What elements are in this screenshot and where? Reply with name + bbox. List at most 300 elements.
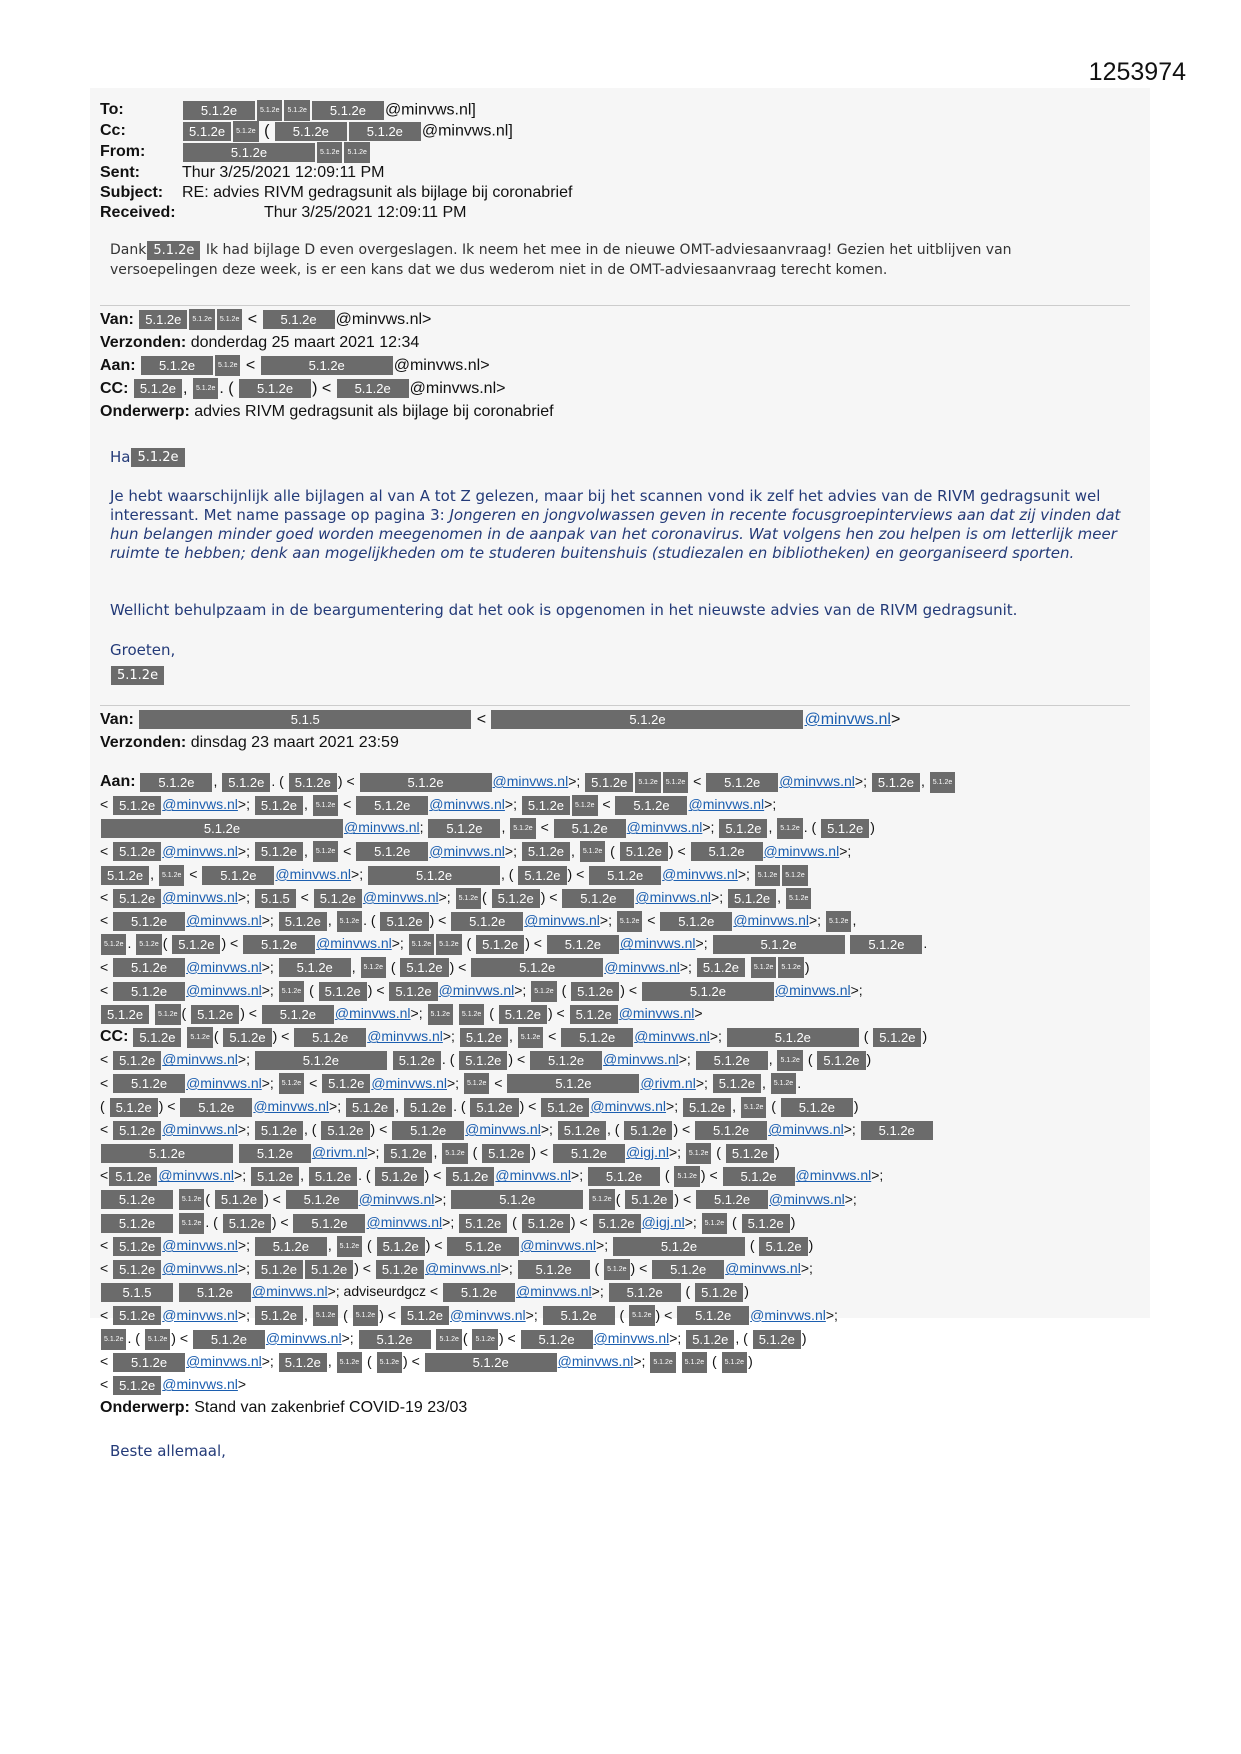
email-link[interactable]: @minvws.nl <box>618 1005 695 1022</box>
redaction: 5.1.2e <box>191 1005 239 1024</box>
redaction: 5.1.2e <box>337 1352 362 1373</box>
redaction: 5.1.2e <box>663 772 688 793</box>
redaction: 5.1.2e <box>279 912 327 931</box>
recipient-line: < 5.1.2e @minvws.nl>; 5.1.2e , ( 5.1.2e ) < 5.1.2e @minvws.nl>; 5.1.2e , ( 5.1.2e ) < 5.1.2e @minvws.nl>; 5.1.2e <box>100 1118 1140 1141</box>
redaction: 5.1.2e <box>337 1236 362 1257</box>
redaction: 5.1.2e <box>294 1028 366 1047</box>
email-link[interactable]: @igj.nl <box>625 1144 669 1161</box>
email-link[interactable]: @minvws.nl <box>635 889 712 906</box>
redaction: 5.1.2e <box>446 1167 494 1186</box>
redaction: 5.1.2e <box>113 1260 161 1279</box>
redaction: 5.1.2e <box>686 1143 711 1164</box>
redaction: 5.1.2e <box>719 819 767 838</box>
email-link[interactable]: @minvws.nl <box>362 889 439 906</box>
recipient-line: < 5.1.2e @minvws.nl>; 5.1.2e ( 5.1.2e ) < 5.1.2e @minvws.nl>; 5.1.2e ( 5.1.2e ) < 5.1.2e @minvws.nl>; <box>100 979 1140 1002</box>
redaction: 5.1.2e <box>609 1283 681 1302</box>
email-link[interactable]: @minvws.nl <box>626 819 703 836</box>
redaction: 5.1.2e <box>101 1190 173 1209</box>
email-link[interactable]: @minvws.nl <box>162 842 238 859</box>
redaction: 5.1.2e <box>706 773 778 792</box>
redaction: 5.1.2e <box>472 1329 497 1350</box>
cc-label: CC: <box>100 380 129 397</box>
van-domain: @minvws.nl> <box>335 311 432 328</box>
verzonden-value: donderdag 25 maart 2021 12:34 <box>190 334 420 351</box>
email-link[interactable]: @minvws.nl <box>162 1051 238 1068</box>
redaction: 5.1.2e <box>759 1237 807 1256</box>
aan-label: Aan: <box>100 357 136 374</box>
redaction: 5.1.2e <box>255 1306 303 1325</box>
email-link[interactable]: @minvws.nl <box>750 1306 826 1323</box>
recipient-line: < 5.1.2e @minvws.nl>; 5.1.2e , 5.1.2e ( 5.1.2e ) < 5.1.2e @minvws.nl>; 5.1.2e 5.1.2e 5.1.2e ) <box>100 956 1140 979</box>
redaction: 5.1.2e <box>561 1028 633 1047</box>
redaction: 5.1.2e <box>179 1213 204 1234</box>
redaction: 5.1.2e <box>778 957 803 978</box>
redaction: 5.1.2e <box>861 1121 933 1140</box>
sent-row <box>100 163 572 183</box>
email-link[interactable]: @minvws.nl <box>492 773 569 789</box>
email-link[interactable]: @minvws.nl <box>162 1237 238 1254</box>
redaction: 5.1.2e <box>660 912 732 931</box>
redaction: 5.1.2e <box>702 1213 727 1234</box>
recipient-line: < 5.1.2e @minvws.nl>; 5.1.2e , 5.1.2e . ( 5.1.2e ) < 5.1.2e @minvws.nl>; 5.1.2e < 5.1.2e @minvws.nl>; 5.1.2e , <box>100 909 1140 932</box>
redaction: 5.1.2e <box>377 1237 425 1256</box>
email3-van <box>100 708 900 754</box>
redaction: 5.1.2e <box>451 912 523 931</box>
verzonden-row <box>100 731 900 754</box>
email2-paragraph-2 <box>110 601 1140 620</box>
email-link[interactable]: @minvws.nl <box>763 842 840 859</box>
email-link[interactable]: @minvws.nl <box>265 1329 342 1346</box>
redaction: 5.1.2e <box>585 773 633 792</box>
redaction: 5.1.2e <box>751 957 776 978</box>
redaction: 5.1.2e <box>522 796 570 815</box>
redaction: 5.1.2e <box>771 1073 796 1094</box>
email-link[interactable]: @minvws.nl <box>733 912 809 929</box>
email-link[interactable]: @rivm.nl <box>640 1074 696 1091</box>
redaction: 5.1.2e <box>183 101 255 120</box>
redaction: 5.1.2e <box>722 1352 747 1373</box>
redaction: 5.1.2e <box>686 1330 734 1349</box>
redaction: 5.1.2e <box>110 1098 158 1117</box>
email-link[interactable]: @minvws.nl <box>779 773 855 789</box>
recipient-line: < 5.1.2e @minvws.nl>; 5.1.2e , 5.1.2e ( 5.1.2e ) < 5.1.2e @minvws.nl>; 5.1.2e 5.1.2e ( 5.1.2e ) <box>100 1350 1140 1373</box>
closing: Groeten, <box>110 641 176 659</box>
redaction: 5.1.2e <box>159 865 184 886</box>
redaction: 5.1.2e <box>821 819 869 838</box>
redaction: 5.1.2e <box>742 1214 790 1233</box>
to-domain: @minvws.nl] <box>384 101 476 119</box>
redaction: 5.1.2e <box>183 122 231 141</box>
para1-text: Je hebt waarschijnlijk alle bijlagen al van A tot Z gelezen, maar bij het scannen vond ik zelf het advies van de RIVM gedragsunit wel interessant. Met name passage op pagina 3: <box>110 487 1101 524</box>
recipient-line: < 5.1.2e @minvws.nl>; 5.1.5 < 5.1.2e @minvws.nl>; 5.1.2e ( 5.1.2e ) < 5.1.2e @minvws.nl>; 5.1.2e , 5.1.2e <box>100 886 1140 909</box>
subject-row <box>100 183 572 203</box>
redaction: 5.1.2e <box>541 1098 589 1117</box>
redaction: 5.1.2e <box>723 1167 795 1186</box>
redaction: 5.1.2e <box>522 1214 570 1233</box>
email-link[interactable]: @minvws.nl <box>769 1190 845 1207</box>
redaction: 5.1.2e <box>554 819 626 838</box>
email-link[interactable]: @minvws.nl <box>162 889 238 906</box>
redaction: 5.1.2e <box>356 842 428 861</box>
email-link[interactable]: @minvws.nl <box>162 1376 238 1393</box>
cc-label: Cc: <box>100 122 126 139</box>
extra-address: adviseurdgcz <box>343 1283 427 1300</box>
to-row <box>100 100 572 121</box>
email-link[interactable]: @minvws.nl <box>590 1097 667 1114</box>
recipient-line: < 5.1.2e @minvws.nl>; 5.1.2e , 5.1.2e ( 5.1.2e ) < 5.1.2e @minvws.nl>; 5.1.2e ( 5.1.2e ) < 5.1.2e @minvws.nl>; <box>100 1304 1140 1327</box>
redaction: 5.1.2e <box>553 1144 625 1163</box>
redaction: 5.1.5 <box>101 1283 173 1302</box>
redaction: 5.1.2e <box>101 934 126 955</box>
email-link[interactable]: @minvws.nl <box>424 1260 501 1277</box>
from-row <box>100 142 572 163</box>
redaction: 5.1.2e <box>625 1190 673 1209</box>
aan-row: Aan: 5.1.2e 5.1.2e < 5.1.2e @minvws.nl> <box>100 354 554 377</box>
redaction: 5.1.2e <box>491 710 803 729</box>
redaction: 5.1.2e <box>312 101 384 120</box>
email-link[interactable]: @rivm.nl <box>311 1144 368 1161</box>
redaction: 5.1.2e <box>580 841 605 862</box>
email-link[interactable]: @minvws.nl <box>186 981 262 998</box>
redaction: 5.1.2e <box>613 1237 745 1256</box>
email-link[interactable]: @minvws.nl <box>603 1051 679 1068</box>
redaction: 5.1.2e <box>620 842 668 861</box>
redaction: 5.1.2e <box>492 889 540 908</box>
email-link[interactable]: @minvws.nl <box>438 981 515 998</box>
redaction: 5.1.2e <box>113 1306 161 1325</box>
redaction: 5.1.2e <box>781 1098 853 1117</box>
redaction: 5.1.2e <box>456 888 481 909</box>
redaction: 5.1.2e <box>141 356 213 375</box>
redaction: 5.1.2e <box>380 912 428 931</box>
redaction: 5.1.2e <box>547 935 619 954</box>
redaction: 5.1.2e <box>133 1028 181 1047</box>
email-link[interactable]: @minvws.nl <box>520 1237 597 1254</box>
redaction: 5.1.2e <box>353 1305 378 1326</box>
email-link[interactable]: @minvws.nl <box>344 819 420 836</box>
redaction: 5.1.2e <box>683 1098 731 1117</box>
recipient-line: 5.1.2e @minvws.nl; 5.1.2e , 5.1.2e < 5.1.2e @minvws.nl>; 5.1.2e , 5.1.2e . ( 5.1.2e ) <box>100 816 1140 839</box>
redaction: 5.1.2e <box>239 1144 311 1163</box>
email-link[interactable]: @minvws.nl <box>795 1167 872 1184</box>
redaction: 5.1.2e <box>255 1237 327 1256</box>
redaction: 5.1.2e <box>179 1189 204 1210</box>
email-link[interactable]: @minvws.nl <box>186 1353 262 1370</box>
para1-quote: Jongeren en jongvolwassen geven in recente focusgroepinterviews aan dat zij vinden dat hun belangen minder goed worden meegenomen in de aanpak van het coronavirus. Wat volgens hen zou helpen is om letterlijk meer ruimte te hebben; denk aan mogelijkheden om te studeren buitenshuis (studiezalen en bibliotheken) en georganiseerd sporten. <box>110 506 1121 562</box>
redaction: 5.1.2e <box>404 1098 452 1117</box>
redaction: 5.1.2e <box>570 1005 618 1024</box>
redaction: 5.1.2e <box>113 1051 161 1070</box>
redaction: 5.1.2e <box>337 379 409 398</box>
redaction: 5.1.2e <box>183 143 315 162</box>
redaction: 5.1.2e <box>518 1027 543 1048</box>
redaction: 5.1.2e <box>518 1260 590 1279</box>
document-number: 1253974 <box>1088 58 1186 86</box>
email-link[interactable]: @minvws.nl <box>495 1167 572 1184</box>
email-link[interactable]: @minvws.nl <box>465 1121 541 1138</box>
redaction: 5.1.2e <box>459 1214 507 1233</box>
verzonden-label: Verzonden: <box>100 734 187 751</box>
email-link[interactable]: @minvws.nl <box>162 1121 238 1138</box>
redaction: 5.1.2e <box>361 957 386 978</box>
redaction: 5.1.2e <box>113 1376 161 1395</box>
email-link[interactable]: @minvws.nl <box>516 1283 592 1300</box>
redaction: 5.1.2e <box>572 795 597 816</box>
recipient-line: CC: 5.1.2e 5.1.2e ( 5.1.2e ) < 5.1.2e @minvws.nl>; 5.1.2e , 5.1.2e < 5.1.2e @minvws.nl>; 5.1.2e ( 5.1.2e ) <box>100 1025 1140 1048</box>
email-link[interactable]: @minvws.nl <box>316 935 392 952</box>
redaction: 5.1.2e <box>459 1051 507 1070</box>
redaction: 5.1.2e <box>459 1004 484 1025</box>
redaction: 5.1.2e <box>319 982 367 1001</box>
redaction: 5.1.2e <box>193 378 218 399</box>
redaction: 5.1.2e <box>262 1005 334 1024</box>
redaction: 5.1.2e <box>113 1074 185 1093</box>
redaction: 5.1.2e <box>507 1074 639 1093</box>
redaction: 5.1.2e <box>409 934 434 955</box>
recipient-line: Aan: 5.1.2e , 5.1.2e . ( 5.1.2e ) < 5.1.2e @minvws.nl>; 5.1.2e 5.1.2e 5.1.2e < 5.1.2e @minvws.nl>; 5.1.2e , 5.1.2e <box>100 770 1140 793</box>
recipient-line: < 5.1.2e @minvws.nl>; 5.1.2e 5.1.2e ) < 5.1.2e @minvws.nl>; 5.1.2e ( 5.1.2e ) < 5.1.2e @minvws.nl>; <box>100 1257 1140 1280</box>
redaction: 5.1.2e <box>356 796 428 815</box>
redaction: 5.1.2e <box>140 773 212 792</box>
redaction: 5.1.2e <box>713 935 845 954</box>
verzonden-label: Verzonden: <box>100 334 187 351</box>
from-label: From: <box>100 143 146 160</box>
redaction: 5.1.2e <box>368 866 500 885</box>
redaction: 5.1.2e <box>393 1051 441 1070</box>
redaction: 5.1.2e <box>101 1329 126 1350</box>
cc-row: Cc: 5.1.2e 5.1.2e ( 5.1.2e 5.1.2e @minvws.nl] <box>100 121 572 142</box>
redaction: 5.1.2e <box>377 1352 402 1373</box>
email1-body <box>110 240 1100 280</box>
recipient-line: ( 5.1.2e ) < 5.1.2e @minvws.nl>; 5.1.2e , 5.1.2e . ( 5.1.2e ) < 5.1.2e @minvws.nl>; 5.1.2e , 5.1.2e ( 5.1.2e ) <box>100 1095 1140 1118</box>
email-link[interactable]: @minvws.nl <box>186 958 262 975</box>
onderwerp-label: Onderwerp: <box>100 403 190 420</box>
redaction: 5.1.2e <box>113 958 185 977</box>
email-link[interactable]: @minvws.nl <box>634 1028 710 1045</box>
redaction: 5.1.2e <box>313 1305 338 1326</box>
redaction: 5.1.2e <box>392 1121 464 1140</box>
van-email-link[interactable]: @minvws.nl <box>804 711 891 728</box>
redaction: 5.1.2e <box>782 865 807 886</box>
redaction: 5.1.2e <box>279 958 351 977</box>
recipient-line: 5.1.2e 5.1.2e ( 5.1.2e ) < 5.1.2e @minvws.nl>; 5.1.2e 5.1.2e ( 5.1.2e ) < 5.1.2e @minvws.nl> <box>100 1002 1140 1025</box>
redaction: 5.1.2e <box>695 1283 743 1302</box>
email2-header <box>100 308 554 423</box>
email-link[interactable]: @minvws.nl <box>604 958 680 975</box>
email-link[interactable]: @minvws.nl <box>366 1213 443 1230</box>
redaction: 5.1.2e <box>113 889 161 908</box>
greeting: Ha <box>110 448 131 466</box>
redaction: 5.1.2e <box>101 819 343 838</box>
redaction: 5.1.2e <box>145 1329 170 1350</box>
redaction: 5.1.2e <box>113 1353 185 1372</box>
redaction: 5.1.2e <box>521 1330 593 1349</box>
redaction: 5.1.2e <box>530 1051 602 1070</box>
redaction: 5.1.2e <box>215 1190 263 1209</box>
redaction: 5.1.2e <box>139 310 187 329</box>
email-link[interactable]: @minvws.nl <box>619 935 696 952</box>
redaction: 5.1.2e <box>499 1005 547 1024</box>
redaction: 5.1.2e <box>697 958 745 977</box>
redaction: 5.1.2e <box>344 142 369 163</box>
subject-value: RE: advies RIVM gedragsunit als bijlage bij coronabrief <box>182 184 573 201</box>
redaction: 5.1.2e <box>215 355 240 376</box>
redaction: 5.1.2e <box>850 935 922 954</box>
recipient-line: 5.1.2e . 5.1.2e ( 5.1.2e ) < 5.1.2e @minvws.nl>; 5.1.2e 5.1.2e ( 5.1.2e ) < 5.1.2e @minvws.nl>; 5.1.2e 5.1.2e . <box>100 932 1140 955</box>
redaction: 5.1.2e <box>624 1121 672 1140</box>
redaction: 5.1.5 <box>139 710 471 729</box>
onderwerp-value: advies RIVM gedragsunit als bijlage bij coronabrief <box>194 403 554 420</box>
redaction: 5.1.2e <box>593 1214 641 1233</box>
redaction: 5.1.2e <box>101 866 149 885</box>
email-link[interactable]: @minvws.nl <box>768 1121 844 1138</box>
signature-redaction: 5.1.2e <box>111 666 164 685</box>
redaction: 5.1.2e <box>286 1190 358 1209</box>
redaction: 5.1.2e <box>193 1330 265 1349</box>
redaction: 5.1.2e <box>134 379 182 398</box>
redaction: 5.1.2e <box>321 1121 369 1140</box>
redaction: 5.1.2e <box>376 1260 424 1279</box>
email-link[interactable]: @minvws.nl <box>429 796 505 813</box>
redaction: 5.1.2e <box>451 1190 583 1209</box>
email-link[interactable]: @minvws.nl <box>162 1260 238 1277</box>
redaction: 5.1.5 <box>255 889 296 908</box>
redaction: 5.1.2e <box>113 1237 161 1256</box>
redaction: 5.1.2e <box>543 1306 615 1325</box>
redaction: 5.1.2e <box>442 1143 467 1164</box>
email1-header <box>100 100 572 223</box>
email-link[interactable]: @minvws.nl <box>334 1005 411 1022</box>
redaction: 5.1.2e <box>589 866 661 885</box>
separator <box>100 305 1130 306</box>
redaction: 5.1.2e <box>728 889 776 908</box>
redaction: 5.1.2e <box>360 773 492 792</box>
recipient-line: < 5.1.2e @minvws.nl>; 5.1.2e , 5.1.2e < 5.1.2e @minvws.nl>; 5.1.2e , 5.1.2e ( 5.1.2e ) < 5.1.2e @minvws.nl>; <box>100 840 1140 863</box>
redaction: 5.1.2e <box>279 1353 327 1372</box>
email-link[interactable]: @minvws.nl <box>774 981 851 998</box>
email-link[interactable]: @minvws.nl <box>186 1074 262 1091</box>
onderwerp-label: Onderwerp: <box>100 1399 190 1417</box>
redaction: 5.1.2e <box>313 841 338 862</box>
onderwerp-row <box>100 1396 1140 1419</box>
redaction: 5.1.2e <box>786 888 811 909</box>
email-link[interactable]: @minvws.nl <box>275 865 352 882</box>
email-link[interactable]: @minvws.nl <box>662 865 738 882</box>
email-link[interactable]: @minvws.nl <box>186 912 262 929</box>
email-link[interactable]: @minvws.nl <box>371 1074 447 1091</box>
redaction: 5.1.2e <box>930 772 955 793</box>
greeting: Beste allemaal, <box>110 1442 226 1460</box>
redaction: 5.1.2e <box>293 1214 365 1233</box>
redaction: 5.1.2e <box>872 773 920 792</box>
cc-domain: @minvws.nl] <box>421 122 513 140</box>
onderwerp-row <box>100 400 554 423</box>
redaction: 5.1.2e <box>346 1098 394 1117</box>
redaction: 5.1.2e <box>113 912 185 931</box>
email-link[interactable]: @minvws.nl <box>162 1306 238 1323</box>
redaction: 5.1.2e <box>617 911 642 932</box>
email-link[interactable]: @minvws.nl <box>524 912 600 929</box>
redaction: 5.1.2e <box>650 1352 675 1373</box>
redaction: 5.1.2e <box>741 1097 766 1118</box>
email-link[interactable]: @minvws.nl <box>593 1329 670 1346</box>
sent-value: Thur 3/25/2021 12:09:11 PM <box>182 164 385 181</box>
redaction: 5.1.2e <box>263 310 335 329</box>
email-link[interactable]: @igj.nl <box>641 1213 685 1230</box>
note-prefix: Dank <box>110 242 147 258</box>
van-label: Van: <box>100 311 134 328</box>
redaction: 5.1.2e <box>275 122 347 141</box>
redaction: 5.1.2e <box>359 1330 431 1349</box>
redaction: 5.1.2e <box>172 935 220 954</box>
sent-label: Sent: <box>100 164 140 181</box>
redaction: 5.1.2e <box>101 1144 233 1163</box>
email-link[interactable]: @minvws.nl <box>158 1167 235 1184</box>
redaction: 5.1.2e <box>464 1073 489 1094</box>
redaction: 5.1.2e <box>817 1051 865 1070</box>
redaction: 5.1.2e <box>652 1260 724 1279</box>
redaction: 5.1.2e <box>682 1352 707 1373</box>
email-link[interactable]: @minvws.nl <box>251 1283 328 1300</box>
redaction: 5.1.2e <box>470 1098 518 1117</box>
email-link[interactable]: @minvws.nl <box>688 796 765 813</box>
redaction: 5.1.2e <box>305 1260 353 1279</box>
redaction: 5.1.2e <box>255 796 303 815</box>
email3-greeting <box>110 1442 1140 1461</box>
redaction: 5.1.2e <box>113 842 161 861</box>
redaction: 5.1.2e <box>400 958 448 977</box>
redaction: 5.1.2e <box>522 842 570 861</box>
email-link[interactable]: @minvws.nl <box>358 1190 435 1207</box>
email-link[interactable]: @minvws.nl <box>449 1306 526 1323</box>
email-link[interactable]: @minvws.nl <box>725 1260 801 1277</box>
redaction: 5.1.2e <box>726 1144 774 1163</box>
para2-text: Wellicht behulpzaam in de beargumentering dat het ook is opgenomen in het nieuwste advies van de RIVM gedragsunit. <box>110 601 1018 619</box>
redaction: 5.1.2e <box>436 934 461 955</box>
email3-recipients <box>100 770 1140 1420</box>
redaction: 5.1.2e <box>155 1004 180 1025</box>
email-link[interactable]: @minvws.nl <box>367 1028 443 1045</box>
redaction: 5.1.2e <box>255 1260 303 1279</box>
redaction: 5.1.2e <box>223 1028 271 1047</box>
van-row: Van: 5.1.5 < 5.1.2e @minvws.nl> <box>100 711 901 728</box>
redaction: 5.1.2e <box>629 1305 654 1326</box>
redaction: 5.1.2e <box>202 866 274 885</box>
redaction: 5.1.2e <box>337 911 362 932</box>
redaction: 5.1.2e <box>217 309 242 330</box>
redaction: 5.1.2e <box>317 142 342 163</box>
redaction: 5.1.2e <box>243 935 315 954</box>
redaction: 5.1.2e <box>428 1004 453 1025</box>
redaction: 5.1.2e <box>510 818 535 839</box>
redaction: 5.1.2e <box>713 1074 761 1093</box>
redaction: 5.1.2e <box>460 1028 508 1047</box>
redaction: 5.1.2e <box>101 1005 149 1024</box>
redaction: 5.1.2e <box>113 1121 161 1140</box>
redaction: 5.1.2e <box>428 819 500 838</box>
redaction: 5.1.2e <box>279 981 304 1002</box>
email-link[interactable]: @minvws.nl <box>557 1353 634 1370</box>
aan-label: Aan: <box>100 773 136 790</box>
redaction: 5.1.2e <box>279 1073 304 1094</box>
email-link[interactable]: @minvws.nl <box>162 796 238 813</box>
verzonden-value: dinsdag 23 maart 2021 23:59 <box>190 734 399 751</box>
cc-row: CC: 5.1.2e , 5.1.2e . ( 5.1.2e ) < 5.1.2e @minvws.nl> <box>100 377 554 400</box>
email-link[interactable]: @minvws.nl <box>253 1097 330 1114</box>
redaction: 5.1.2e <box>401 1306 449 1325</box>
recipient-line: 5.1.2e 5.1.2e ( 5.1.2e ) < 5.1.2e @minvws.nl>; 5.1.2e 5.1.2e ( 5.1.2e ) < 5.1.2e @minvws.nl>; <box>100 1188 1140 1211</box>
email-link[interactable]: @minvws.nl <box>429 842 505 859</box>
